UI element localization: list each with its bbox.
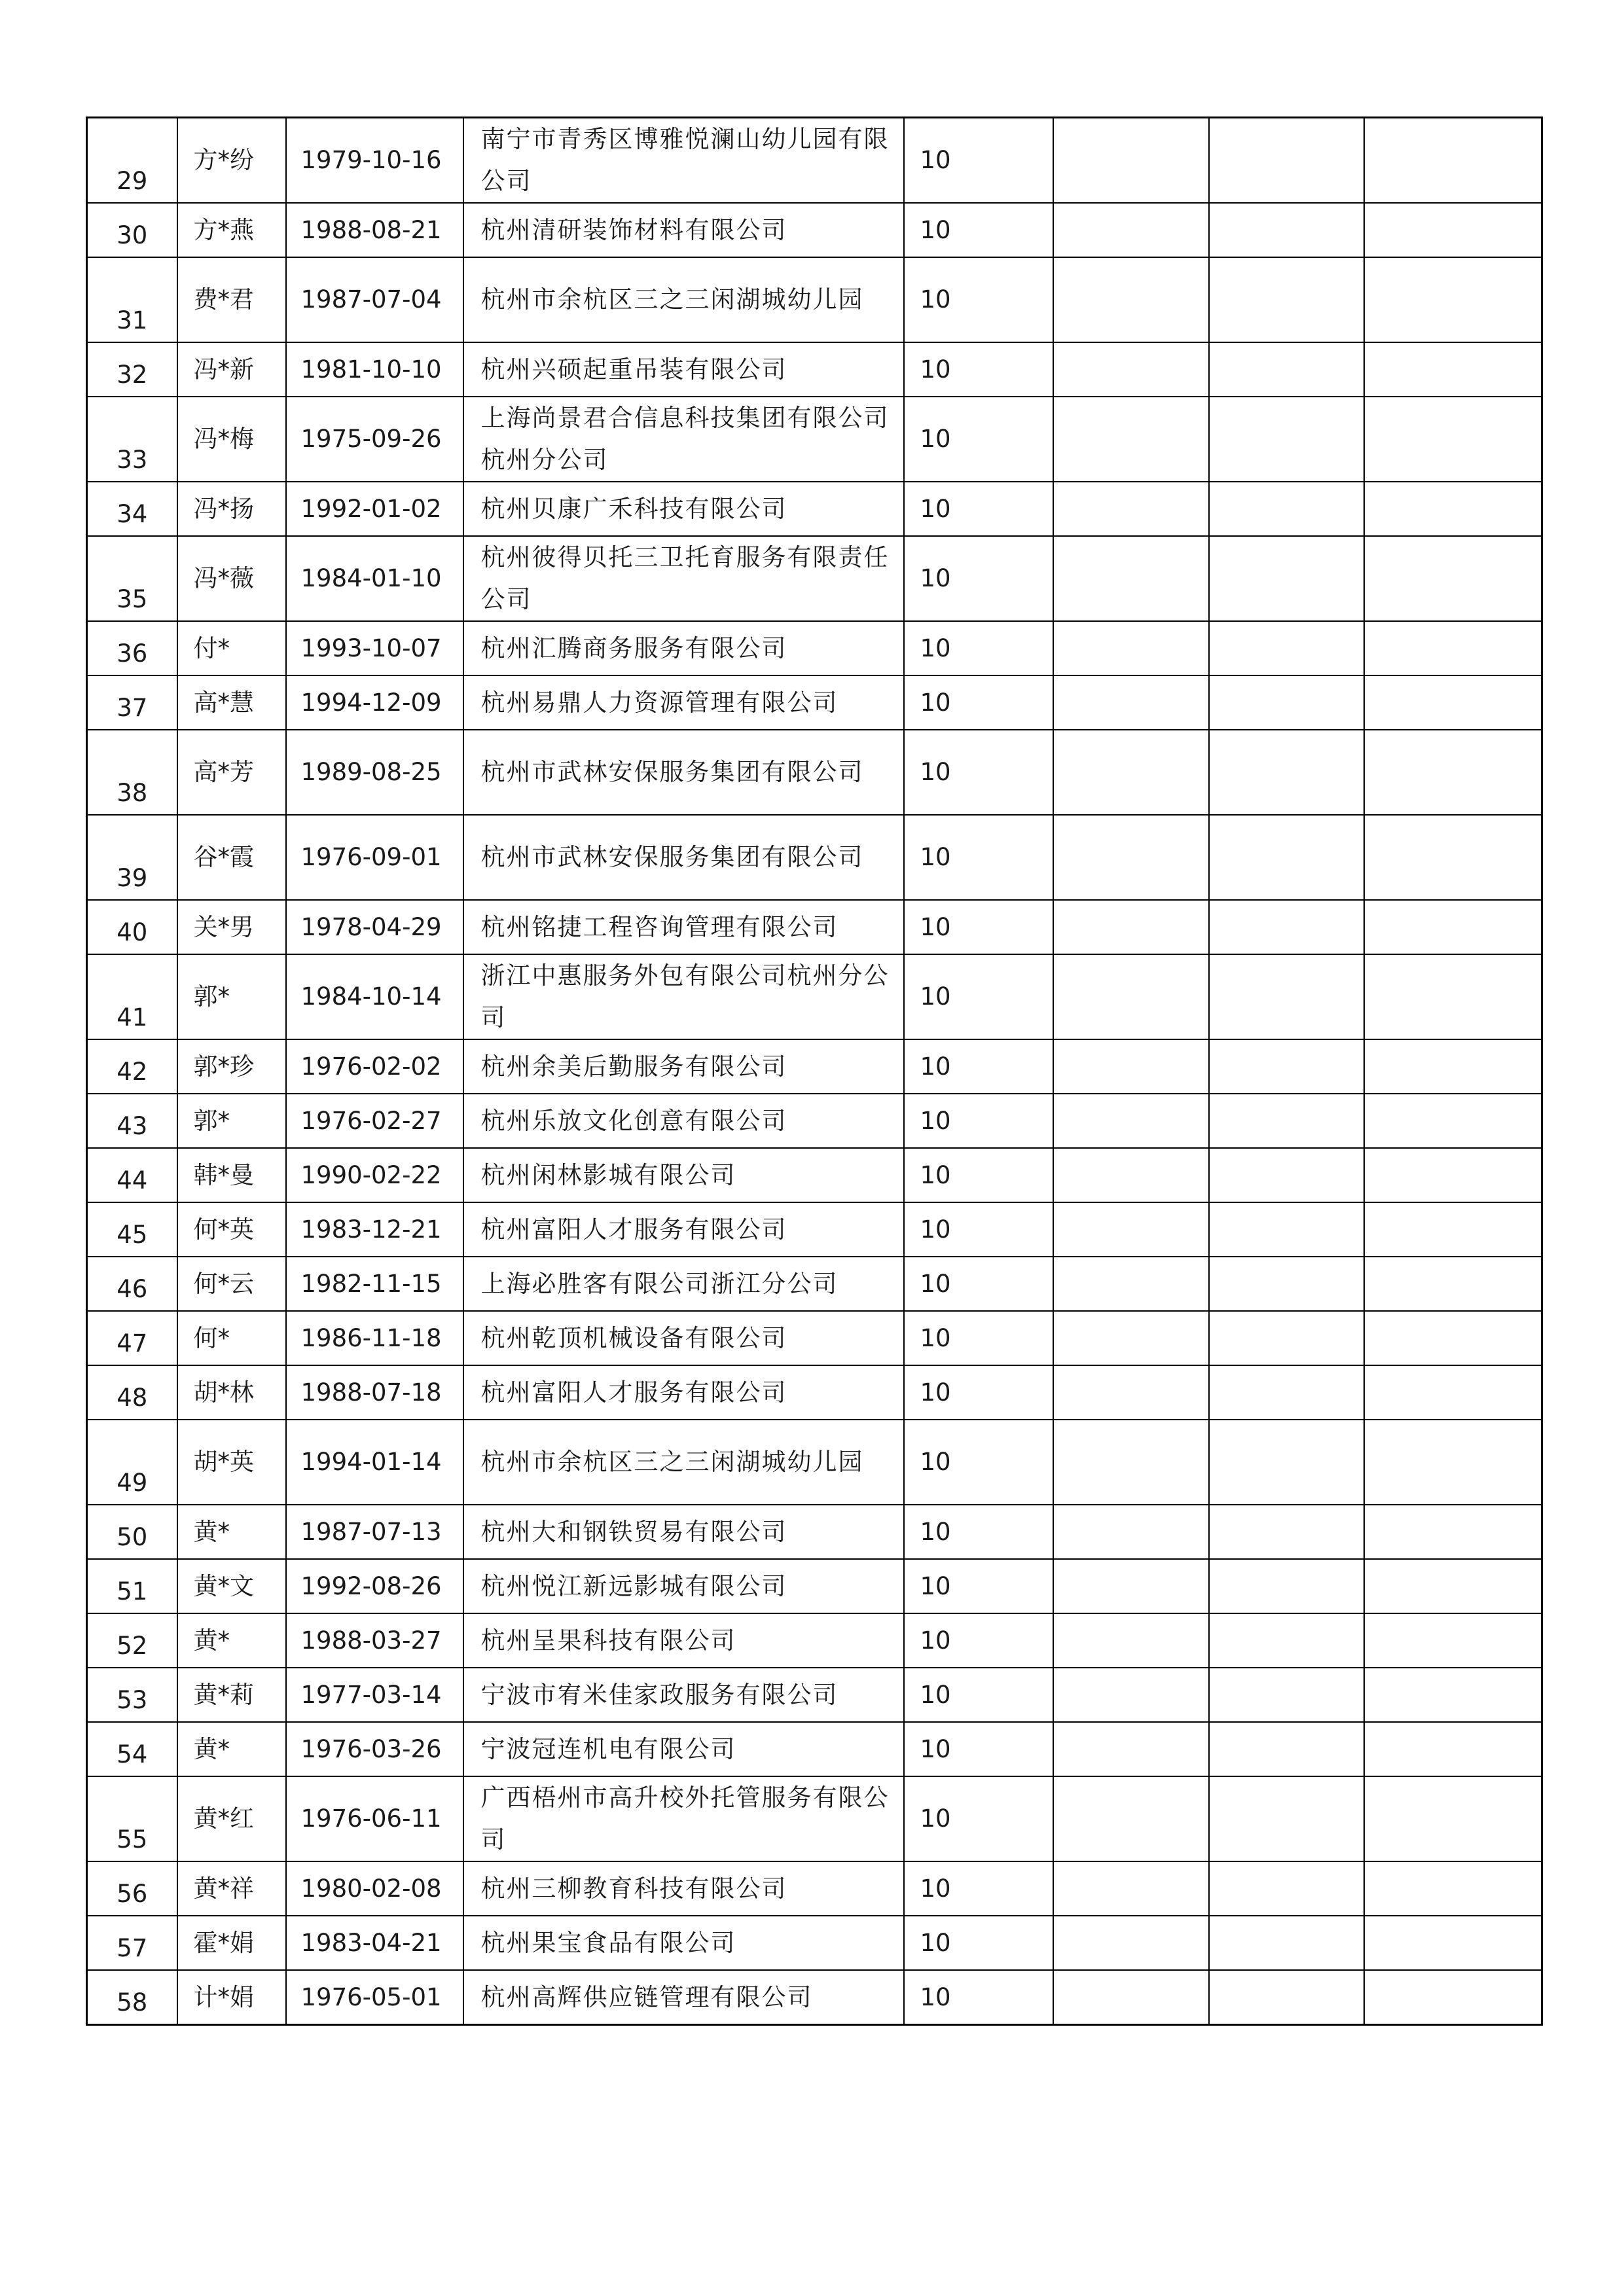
blank-cell-c — [1364, 1365, 1542, 1420]
blank-cell-b — [1209, 730, 1364, 815]
blank-cell-c — [1364, 118, 1542, 204]
score-cell: 10 — [904, 1365, 1053, 1420]
table-row — [87, 397, 1542, 482]
blank-cell-b — [1209, 1505, 1364, 1559]
table-row — [87, 1916, 1542, 1970]
blank-cell-a — [1053, 203, 1209, 257]
score-cell: 10 — [904, 118, 1053, 204]
company-cell: 杭州悦江新远影城有限公司 — [463, 1559, 904, 1613]
name-cell: 高*慧 — [177, 675, 286, 730]
table-row — [87, 730, 1542, 815]
score-cell: 10 — [904, 1668, 1053, 1722]
table-row — [87, 482, 1542, 536]
blank-cell-a — [1053, 1559, 1209, 1613]
company-cell: 杭州果宝食品有限公司 — [463, 1916, 904, 1970]
company-cell: 杭州乾顶机械设备有限公司 — [463, 1311, 904, 1365]
blank-cell-c — [1364, 1613, 1542, 1668]
name-cell: 郭*珍 — [177, 1039, 286, 1094]
table-row — [87, 1311, 1542, 1365]
row-number-cell: 55 — [87, 1776, 177, 1861]
birth-date-cell: 1976-06-11 — [286, 1776, 463, 1861]
blank-cell-c — [1364, 954, 1542, 1039]
blank-cell-c — [1364, 1311, 1542, 1365]
name-cell: 冯*梅 — [177, 397, 286, 482]
company-cell: 杭州清研装饰材料有限公司 — [463, 203, 904, 257]
blank-cell-a — [1053, 257, 1209, 342]
name-cell: 胡*林 — [177, 1365, 286, 1420]
blank-cell-c — [1364, 1970, 1542, 2025]
blank-cell-b — [1209, 203, 1364, 257]
company-cell: 杭州市余杭区三之三闲湖城幼儿园 — [463, 1420, 904, 1505]
birth-date-cell: 1981-10-10 — [286, 342, 463, 397]
blank-cell-a — [1053, 1039, 1209, 1094]
company-cell: 广西梧州市高升校外托管服务有限公司 — [463, 1776, 904, 1861]
row-number-cell: 50 — [87, 1505, 177, 1559]
company-cell: 上海尚景君合信息科技集团有限公司杭州分公司 — [463, 397, 904, 482]
row-number-cell: 45 — [87, 1202, 177, 1257]
blank-cell-c — [1364, 815, 1542, 900]
row-number-cell: 40 — [87, 900, 177, 954]
table-row — [87, 1202, 1542, 1257]
birth-date-cell: 1978-04-29 — [286, 900, 463, 954]
name-cell: 冯*薇 — [177, 536, 286, 621]
row-number-cell: 34 — [87, 482, 177, 536]
row-number-cell: 32 — [87, 342, 177, 397]
blank-cell-c — [1364, 482, 1542, 536]
name-cell: 郭* — [177, 954, 286, 1039]
blank-cell-a — [1053, 482, 1209, 536]
blank-cell-b — [1209, 1420, 1364, 1505]
row-number-cell: 36 — [87, 621, 177, 675]
row-number-cell: 29 — [87, 118, 177, 204]
name-cell: 黄*红 — [177, 1776, 286, 1861]
blank-cell-b — [1209, 1861, 1364, 1916]
blank-cell-a — [1053, 1257, 1209, 1311]
blank-cell-c — [1364, 1202, 1542, 1257]
roster-table-body — [87, 118, 1542, 2025]
name-cell: 高*芳 — [177, 730, 286, 815]
roster-table — [86, 117, 1543, 2026]
score-cell: 10 — [904, 730, 1053, 815]
row-number-cell: 46 — [87, 1257, 177, 1311]
name-cell: 冯*扬 — [177, 482, 286, 536]
company-cell: 杭州呈果科技有限公司 — [463, 1613, 904, 1668]
score-cell: 10 — [904, 815, 1053, 900]
name-cell: 黄*莉 — [177, 1668, 286, 1722]
score-cell: 10 — [904, 1094, 1053, 1148]
row-number-cell: 47 — [87, 1311, 177, 1365]
blank-cell-b — [1209, 1776, 1364, 1861]
table-row — [87, 1420, 1542, 1505]
blank-cell-b — [1209, 1970, 1364, 2025]
birth-date-cell: 1992-01-02 — [286, 482, 463, 536]
company-cell: 杭州余美后勤服务有限公司 — [463, 1039, 904, 1094]
blank-cell-a — [1053, 1916, 1209, 1970]
company-cell: 杭州乐放文化创意有限公司 — [463, 1094, 904, 1148]
company-cell: 杭州富阳人才服务有限公司 — [463, 1202, 904, 1257]
blank-cell-c — [1364, 1668, 1542, 1722]
birth-date-cell: 1986-11-18 — [286, 1311, 463, 1365]
blank-cell-c — [1364, 1039, 1542, 1094]
blank-cell-b — [1209, 536, 1364, 621]
blank-cell-b — [1209, 1722, 1364, 1776]
company-cell: 杭州市武林安保服务集团有限公司 — [463, 730, 904, 815]
birth-date-cell: 1988-03-27 — [286, 1613, 463, 1668]
birth-date-cell: 1980-02-08 — [286, 1861, 463, 1916]
table-row — [87, 815, 1542, 900]
birth-date-cell: 1987-07-13 — [286, 1505, 463, 1559]
birth-date-cell: 1994-01-14 — [286, 1420, 463, 1505]
blank-cell-a — [1053, 1861, 1209, 1916]
birth-date-cell: 1979-10-16 — [286, 118, 463, 204]
row-number-cell: 48 — [87, 1365, 177, 1420]
row-number-cell: 31 — [87, 257, 177, 342]
row-number-cell: 58 — [87, 1970, 177, 2025]
company-cell: 杭州贝康广禾科技有限公司 — [463, 482, 904, 536]
blank-cell-c — [1364, 1916, 1542, 1970]
row-number-cell: 33 — [87, 397, 177, 482]
company-cell: 杭州易鼎人力资源管理有限公司 — [463, 675, 904, 730]
score-cell: 10 — [904, 1505, 1053, 1559]
blank-cell-b — [1209, 621, 1364, 675]
birth-date-cell: 1990-02-22 — [286, 1148, 463, 1202]
blank-cell-c — [1364, 1505, 1542, 1559]
blank-cell-a — [1053, 1505, 1209, 1559]
table-row — [87, 1970, 1542, 2025]
blank-cell-c — [1364, 675, 1542, 730]
blank-cell-a — [1053, 1148, 1209, 1202]
company-cell: 宁波冠连机电有限公司 — [463, 1722, 904, 1776]
blank-cell-a — [1053, 954, 1209, 1039]
table-row — [87, 1776, 1542, 1861]
table-row — [87, 675, 1542, 730]
blank-cell-c — [1364, 257, 1542, 342]
blank-cell-a — [1053, 1365, 1209, 1420]
company-cell: 杭州三柳教育科技有限公司 — [463, 1861, 904, 1916]
blank-cell-c — [1364, 1420, 1542, 1505]
birth-date-cell: 1984-10-14 — [286, 954, 463, 1039]
company-cell: 杭州大和钢铁贸易有限公司 — [463, 1505, 904, 1559]
birth-date-cell: 1976-05-01 — [286, 1970, 463, 2025]
row-number-cell: 57 — [87, 1916, 177, 1970]
blank-cell-b — [1209, 1094, 1364, 1148]
row-number-cell: 30 — [87, 203, 177, 257]
company-cell: 浙江中惠服务外包有限公司杭州分公司 — [463, 954, 904, 1039]
score-cell: 10 — [904, 900, 1053, 954]
row-number-cell: 39 — [87, 815, 177, 900]
blank-cell-b — [1209, 1311, 1364, 1365]
blank-cell-c — [1364, 730, 1542, 815]
table-row — [87, 900, 1542, 954]
blank-cell-c — [1364, 900, 1542, 954]
company-cell: 杭州闲林影城有限公司 — [463, 1148, 904, 1202]
table-row — [87, 1094, 1542, 1148]
row-number-cell: 35 — [87, 536, 177, 621]
birth-date-cell: 1976-03-26 — [286, 1722, 463, 1776]
company-cell: 杭州富阳人才服务有限公司 — [463, 1365, 904, 1420]
blank-cell-c — [1364, 621, 1542, 675]
blank-cell-c — [1364, 203, 1542, 257]
name-cell: 黄*文 — [177, 1559, 286, 1613]
company-cell: 杭州彼得贝托三卫托育服务有限责任公司 — [463, 536, 904, 621]
birth-date-cell: 1988-07-18 — [286, 1365, 463, 1420]
blank-cell-b — [1209, 900, 1364, 954]
birth-date-cell: 1976-02-27 — [286, 1094, 463, 1148]
table-row — [87, 1148, 1542, 1202]
score-cell: 10 — [904, 342, 1053, 397]
blank-cell-c — [1364, 342, 1542, 397]
name-cell: 韩*曼 — [177, 1148, 286, 1202]
score-cell: 10 — [904, 1916, 1053, 1970]
blank-cell-a — [1053, 1776, 1209, 1861]
birth-date-cell: 1976-02-02 — [286, 1039, 463, 1094]
blank-cell-c — [1364, 1776, 1542, 1861]
birth-date-cell: 1982-11-15 — [286, 1257, 463, 1311]
score-cell: 10 — [904, 1861, 1053, 1916]
score-cell: 10 — [904, 1257, 1053, 1311]
birth-date-cell: 1984-01-10 — [286, 536, 463, 621]
table-row — [87, 1365, 1542, 1420]
birth-date-cell: 1975-09-26 — [286, 397, 463, 482]
table-row — [87, 621, 1542, 675]
row-number-cell: 41 — [87, 954, 177, 1039]
row-number-cell: 56 — [87, 1861, 177, 1916]
name-cell: 黄* — [177, 1722, 286, 1776]
name-cell: 何*英 — [177, 1202, 286, 1257]
score-cell: 10 — [904, 1039, 1053, 1094]
score-cell: 10 — [904, 1148, 1053, 1202]
score-cell: 10 — [904, 621, 1053, 675]
blank-cell-a — [1053, 1202, 1209, 1257]
row-number-cell: 52 — [87, 1613, 177, 1668]
table-row — [87, 954, 1542, 1039]
blank-cell-c — [1364, 1559, 1542, 1613]
blank-cell-a — [1053, 1094, 1209, 1148]
blank-cell-b — [1209, 397, 1364, 482]
score-cell: 10 — [904, 536, 1053, 621]
score-cell: 10 — [904, 203, 1053, 257]
blank-cell-c — [1364, 1148, 1542, 1202]
birth-date-cell: 1977-03-14 — [286, 1668, 463, 1722]
blank-cell-c — [1364, 1257, 1542, 1311]
name-cell: 何* — [177, 1311, 286, 1365]
blank-cell-b — [1209, 1613, 1364, 1668]
blank-cell-a — [1053, 900, 1209, 954]
name-cell: 郭* — [177, 1094, 286, 1148]
blank-cell-a — [1053, 1668, 1209, 1722]
table-row — [87, 1505, 1542, 1559]
blank-cell-b — [1209, 482, 1364, 536]
score-cell: 10 — [904, 397, 1053, 482]
birth-date-cell: 1983-04-21 — [286, 1916, 463, 1970]
table-row — [87, 1257, 1542, 1311]
blank-cell-b — [1209, 1365, 1364, 1420]
table-row — [87, 1559, 1542, 1613]
company-cell: 宁波市宥米佳家政服务有限公司 — [463, 1668, 904, 1722]
blank-cell-b — [1209, 1039, 1364, 1094]
blank-cell-c — [1364, 1861, 1542, 1916]
blank-cell-a — [1053, 815, 1209, 900]
table-row — [87, 1613, 1542, 1668]
row-number-cell: 54 — [87, 1722, 177, 1776]
score-cell: 10 — [904, 1420, 1053, 1505]
score-cell: 10 — [904, 1311, 1053, 1365]
company-cell: 杭州市余杭区三之三闲湖城幼儿园 — [463, 257, 904, 342]
blank-cell-b — [1209, 257, 1364, 342]
row-number-cell: 43 — [87, 1094, 177, 1148]
score-cell: 10 — [904, 482, 1053, 536]
blank-cell-b — [1209, 675, 1364, 730]
table-row — [87, 1039, 1542, 1094]
name-cell: 黄*祥 — [177, 1861, 286, 1916]
row-number-cell: 49 — [87, 1420, 177, 1505]
score-cell: 10 — [904, 1613, 1053, 1668]
blank-cell-b — [1209, 1148, 1364, 1202]
blank-cell-b — [1209, 1668, 1364, 1722]
name-cell: 黄* — [177, 1613, 286, 1668]
blank-cell-c — [1364, 1094, 1542, 1148]
blank-cell-a — [1053, 621, 1209, 675]
blank-cell-b — [1209, 118, 1364, 204]
table-row — [87, 257, 1542, 342]
blank-cell-a — [1053, 1420, 1209, 1505]
name-cell: 方*纷 — [177, 118, 286, 204]
company-cell: 上海必胜客有限公司浙江分公司 — [463, 1257, 904, 1311]
row-number-cell: 37 — [87, 675, 177, 730]
score-cell: 10 — [904, 1970, 1053, 2025]
blank-cell-a — [1053, 397, 1209, 482]
company-cell: 杭州高辉供应链管理有限公司 — [463, 1970, 904, 2025]
blank-cell-b — [1209, 1202, 1364, 1257]
blank-cell-a — [1053, 675, 1209, 730]
name-cell: 谷*霞 — [177, 815, 286, 900]
blank-cell-a — [1053, 536, 1209, 621]
name-cell: 计*娟 — [177, 1970, 286, 2025]
birth-date-cell: 1988-08-21 — [286, 203, 463, 257]
blank-cell-b — [1209, 1916, 1364, 1970]
birth-date-cell: 1987-07-04 — [286, 257, 463, 342]
table-row — [87, 1722, 1542, 1776]
company-cell: 杭州市武林安保服务集团有限公司 — [463, 815, 904, 900]
score-cell: 10 — [904, 1722, 1053, 1776]
blank-cell-b — [1209, 815, 1364, 900]
name-cell: 冯*新 — [177, 342, 286, 397]
blank-cell-b — [1209, 1257, 1364, 1311]
table-row — [87, 118, 1542, 204]
name-cell: 方*燕 — [177, 203, 286, 257]
name-cell: 胡*英 — [177, 1420, 286, 1505]
blank-cell-a — [1053, 1970, 1209, 2025]
blank-cell-b — [1209, 1559, 1364, 1613]
birth-date-cell: 1993-10-07 — [286, 621, 463, 675]
score-cell: 10 — [904, 1202, 1053, 1257]
score-cell: 10 — [904, 1559, 1053, 1613]
name-cell: 费*君 — [177, 257, 286, 342]
row-number-cell: 42 — [87, 1039, 177, 1094]
blank-cell-a — [1053, 118, 1209, 204]
blank-cell-c — [1364, 397, 1542, 482]
blank-cell-a — [1053, 1613, 1209, 1668]
blank-cell-c — [1364, 1722, 1542, 1776]
company-cell: 杭州汇腾商务服务有限公司 — [463, 621, 904, 675]
birth-date-cell: 1976-09-01 — [286, 815, 463, 900]
blank-cell-a — [1053, 342, 1209, 397]
name-cell: 付* — [177, 621, 286, 675]
birth-date-cell: 1992-08-26 — [286, 1559, 463, 1613]
name-cell: 黄* — [177, 1505, 286, 1559]
company-cell: 南宁市青秀区博雅悦澜山幼儿园有限公司 — [463, 118, 904, 204]
row-number-cell: 38 — [87, 730, 177, 815]
table-row — [87, 1861, 1542, 1916]
company-cell: 杭州兴硕起重吊装有限公司 — [463, 342, 904, 397]
table-row — [87, 536, 1542, 621]
birth-date-cell: 1994-12-09 — [286, 675, 463, 730]
table-row — [87, 1668, 1542, 1722]
row-number-cell: 44 — [87, 1148, 177, 1202]
row-number-cell: 53 — [87, 1668, 177, 1722]
score-cell: 10 — [904, 1776, 1053, 1861]
blank-cell-c — [1364, 536, 1542, 621]
name-cell: 霍*娟 — [177, 1916, 286, 1970]
blank-cell-a — [1053, 1311, 1209, 1365]
table-row — [87, 203, 1542, 257]
name-cell: 何*云 — [177, 1257, 286, 1311]
birth-date-cell: 1983-12-21 — [286, 1202, 463, 1257]
row-number-cell: 51 — [87, 1559, 177, 1613]
birth-date-cell: 1989-08-25 — [286, 730, 463, 815]
company-cell: 杭州铭捷工程咨询管理有限公司 — [463, 900, 904, 954]
name-cell: 关*男 — [177, 900, 286, 954]
score-cell: 10 — [904, 257, 1053, 342]
blank-cell-b — [1209, 342, 1364, 397]
blank-cell-a — [1053, 730, 1209, 815]
blank-cell-a — [1053, 1722, 1209, 1776]
table-row — [87, 342, 1542, 397]
blank-cell-b — [1209, 954, 1364, 1039]
score-cell: 10 — [904, 954, 1053, 1039]
score-cell: 10 — [904, 675, 1053, 730]
